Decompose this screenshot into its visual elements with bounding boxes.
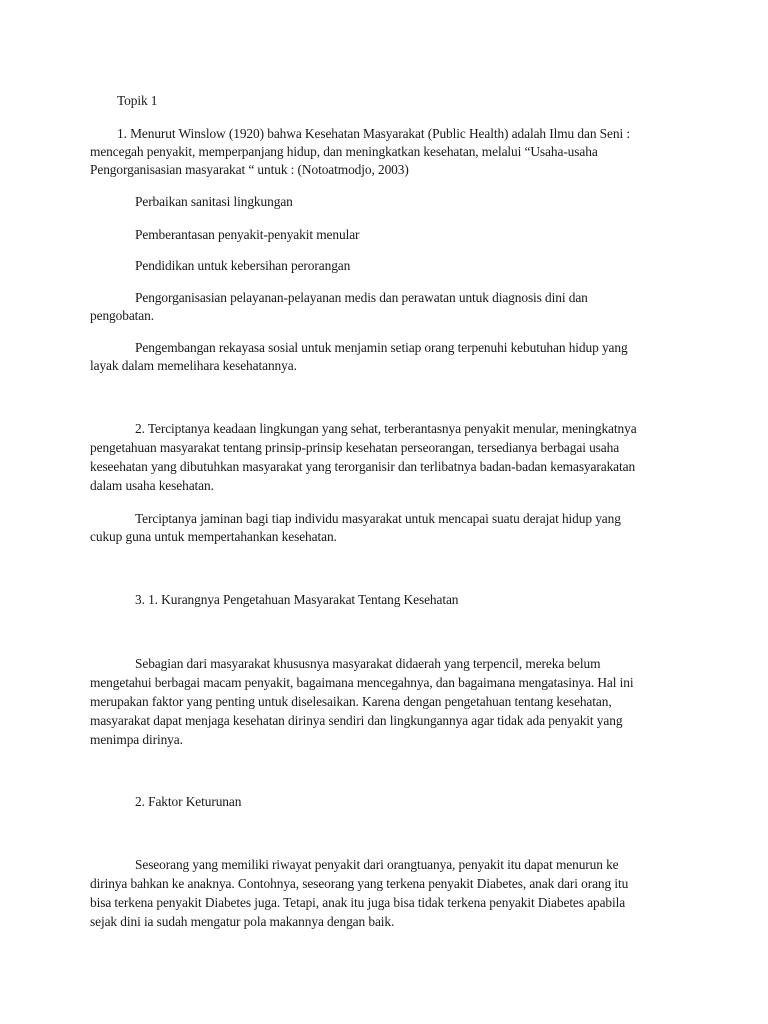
topic-heading: Topik 1 <box>117 93 158 108</box>
point1-line3: Pengorganisasian masyarakat “ untuk : (Notoatmodjo, 2003) <box>90 162 409 177</box>
point2-para1-line4: dalam usaha kesehatan. <box>90 478 214 493</box>
point2-para1-line3: keseehatan yang dibutuhkan masyarakat yang terorganisir dan terlibatnya badan-badan kemasyarakatan <box>90 459 636 474</box>
point3-para-line3: merupakan faktor yang penting untuk diselesaikan. Karena dengan pengetahuan tentang kesehatan, <box>90 694 612 709</box>
point1-item2: Pemberantasan penyakit-penyakit menular <box>135 227 360 242</box>
point2-para2-line1: Terciptanya jaminan bagi tiap individu masyarakat untuk mencapai suatu derajat hidup yang <box>135 511 621 526</box>
point3-para-line1: Sebagian dari masyarakat khususnya masyarakat didaerah yang terpencil, mereka belum <box>135 656 601 671</box>
point2-para1-line2: pengetahuan masyarakat tentang prinsip-prinsip kesehatan perseorangan, tersedianya berbagai usaha <box>90 440 620 455</box>
point1-item4-line2: pengobatan. <box>90 308 154 323</box>
point1-line2: mencegah penyakit, memperpanjang hidup, dan meningkatkan kesehatan, melalui “Usaha-usaha <box>90 144 598 159</box>
point3-sub2-para-line4: sejak dini ia sudah mengatur pola makannya dengan baik. <box>90 914 395 929</box>
point1-item4-line1: Pengorganisasian pelayanan-pelayanan medis dan perawatan untuk diagnosis dini dan <box>135 290 588 305</box>
point3-sub2-para-line3: bisa terkena penyakit Diabetes juga. Tetapi, anak itu juga bisa tidak terkena penyakit Diabetes apabila <box>90 895 626 910</box>
point3-sub2-para-line2: dirinya bahkan ke anaknya. Contohnya, seseorang yang terkena penyakit Diabetes, anak dari orang itu <box>90 876 629 891</box>
point3-heading: 3. 1. Kurangnya Pengetahuan Masyarakat Tentang Kesehatan <box>135 592 459 607</box>
point1-item5-line1: Pengembangan rekayasa sosial untuk menjamin setiap orang terpenuhi kebutuhan hidup yang <box>135 340 628 355</box>
point1-item5-line2: layak dalam memelihara kesehatannya. <box>90 358 297 373</box>
point2-para1-line1: 2. Terciptanya keadaan lingkungan yang sehat, terberantasnya penyakit menular, meningkatnya <box>135 421 637 436</box>
point3-para-line2: mengetahui berbagai macam penyakit, bagaimana mencegahnya, dan bagaimana mengatasinya. Hal ini <box>90 675 634 690</box>
point1-item1: Perbaikan sanitasi lingkungan <box>135 194 293 209</box>
point3-para-line4: masyarakat dapat menjaga kesehatan dirinya sendiri dan lingkungannya agar tidak ada penyakit yang <box>90 713 623 728</box>
point3-sub2-heading: 2. Faktor Keturunan <box>135 794 242 809</box>
point2-para2-line2: cukup guna untuk mempertahankan kesehatan. <box>90 529 337 544</box>
point1-item3: Pendidikan untuk kebersihan perorangan <box>135 258 351 273</box>
point1-line1: 1. Menurut Winslow (1920) bahwa Kesehatan Masyarakat (Public Health) adalah Ilmu dan Seni : <box>117 126 630 141</box>
point3-sub2-para-line1: Seseorang yang memiliki riwayat penyakit dari orangtuanya, penyakit itu dapat menurun ke <box>135 857 619 872</box>
point3-para-line5: menimpa dirinya. <box>90 732 183 747</box>
